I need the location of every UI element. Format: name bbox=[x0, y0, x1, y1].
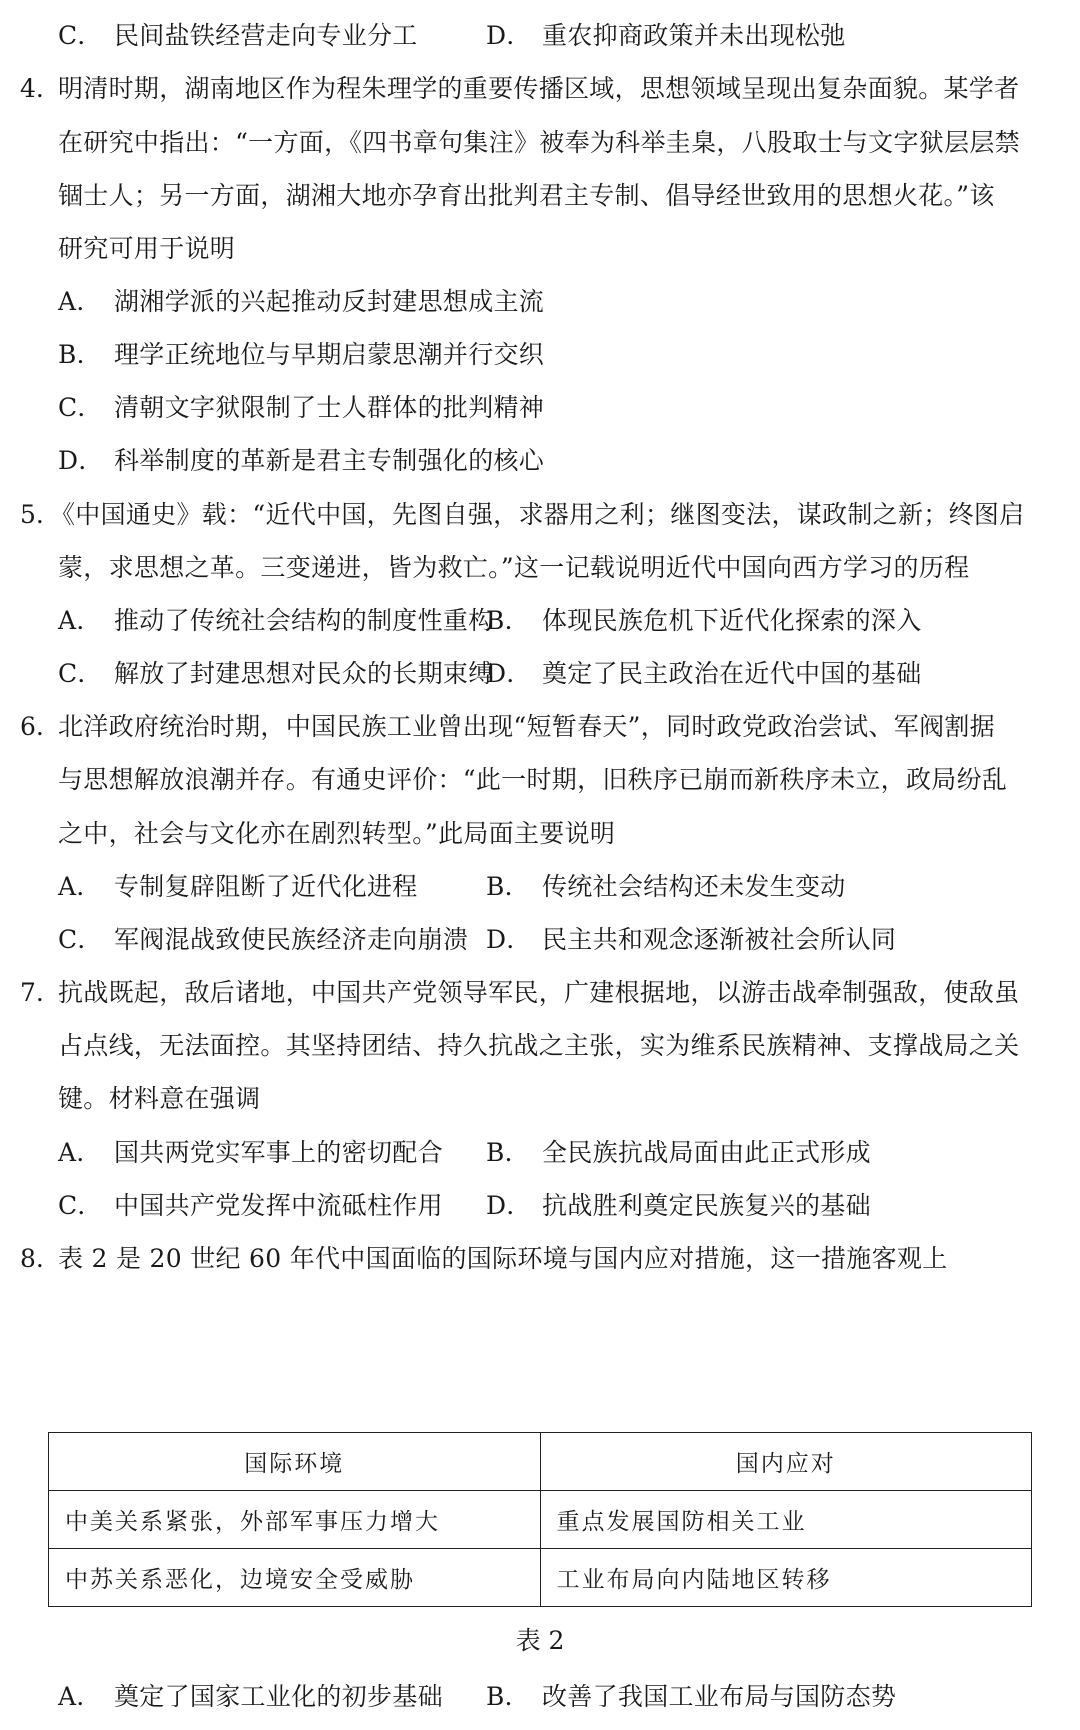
question-stem-line: 锢士人；另一方面，湖湘大地亦孕育出批判君主专制、倡导经世致用的思想火花。”该 bbox=[58, 181, 995, 210]
question-stem-line: 表 2 是 20 世纪 60 年代中国面临的国际环境与国内应对措施，这一措施客观上 bbox=[58, 1244, 948, 1273]
table-header-cell: 国内应对 bbox=[540, 1433, 1032, 1491]
option-text: 传统社会结构还未发生变动 bbox=[542, 872, 846, 901]
question-stem-line: 明清时期，湖南地区作为程朱理学的重要传播区域，思想领域呈现出复杂面貌。某学者 bbox=[58, 74, 1020, 103]
question-stem-line: 之中，社会与文化亦在剧烈转型。”此局面主要说明 bbox=[58, 819, 616, 848]
table-cell: 中苏关系恶化，边境安全受威胁 bbox=[49, 1549, 541, 1607]
option-letter: B． bbox=[486, 1682, 530, 1711]
question-number: 8. bbox=[20, 1244, 44, 1273]
option-letter: D． bbox=[58, 446, 104, 475]
option-letter: B． bbox=[58, 340, 102, 369]
option-letter: B． bbox=[486, 1138, 530, 1167]
table-cell: 工业布局向内陆地区转移 bbox=[540, 1549, 1032, 1607]
option-c bbox=[58, 657, 494, 691]
option-d bbox=[486, 923, 896, 957]
option-text: 国共两党实军事上的密切配合 bbox=[114, 1138, 443, 1167]
option-letter: C． bbox=[58, 393, 103, 422]
question-stem-line: 抗战既起，敌后诸地，中国共产党领导军民，广建根据地，以游击战牵制强敌，使敌虽 bbox=[58, 978, 1020, 1007]
question-number: 5. bbox=[20, 500, 44, 529]
option-c bbox=[58, 923, 468, 957]
option-letter: A． bbox=[58, 872, 102, 901]
option-text: 理学正统地位与早期启蒙思潮并行交织 bbox=[114, 340, 545, 369]
option-letter: C． bbox=[58, 1191, 103, 1220]
question-stem-line: 占点线，无法面控。其坚持团结、持久抗战之主张，实为维系民族精神、支撑战局之关 bbox=[58, 1031, 1020, 1060]
option-b bbox=[486, 1680, 896, 1714]
option-letter: C． bbox=[58, 21, 103, 50]
option-letter: D． bbox=[486, 21, 532, 50]
option-text: 全民族抗战局面由此正式形成 bbox=[542, 1138, 871, 1167]
option-text: 民主共和观念逐渐被社会所认同 bbox=[542, 925, 897, 954]
option-letter: B． bbox=[486, 606, 530, 635]
option-b bbox=[58, 338, 544, 372]
question-stem-line: 键。材料意在强调 bbox=[58, 1084, 261, 1113]
option-letter: D． bbox=[486, 1191, 532, 1220]
question-number: 6. bbox=[20, 712, 44, 741]
option-c bbox=[58, 1189, 443, 1223]
table-caption: 表 2 bbox=[515, 1626, 565, 1655]
option-letter: C． bbox=[58, 659, 103, 688]
option-text: 清朝文字狱限制了士人群体的批判精神 bbox=[114, 393, 545, 422]
question-stem-line: 在研究中指出：“一方面，《四书章句集注》被奉为科举圭臬，八股取士与文字狱层层禁 bbox=[58, 128, 1020, 157]
table-cell: 重点发展国防相关工业 bbox=[540, 1491, 1032, 1549]
option-text: 民间盐铁经营走向专业分工 bbox=[114, 21, 418, 50]
option-text: 科举制度的革新是君主专制强化的核心 bbox=[114, 446, 545, 475]
option-text: 奠定了民主政治在近代中国的基础 bbox=[542, 659, 922, 688]
option-letter: D． bbox=[486, 925, 532, 954]
option-letter: A． bbox=[58, 1682, 102, 1711]
option-a bbox=[58, 1680, 443, 1714]
option-a bbox=[58, 1136, 443, 1170]
option-text: 中国共产党发挥中流砥柱作用 bbox=[114, 1191, 443, 1220]
option-b bbox=[486, 604, 922, 638]
table-row bbox=[49, 1491, 1032, 1549]
option-a bbox=[58, 870, 418, 904]
question-number: 7. bbox=[20, 978, 44, 1007]
option-text: 推动了传统社会结构的制度性重构 bbox=[114, 606, 494, 635]
option-b bbox=[486, 1136, 871, 1170]
option-letter: C． bbox=[58, 925, 103, 954]
table-header-row bbox=[49, 1433, 1032, 1491]
table-header-cell: 国际环境 bbox=[49, 1433, 541, 1491]
option-text: 改善了我国工业布局与国防态势 bbox=[542, 1682, 897, 1711]
option-c bbox=[58, 391, 544, 425]
option-d bbox=[486, 1189, 871, 1223]
option-d bbox=[486, 657, 922, 691]
option-a bbox=[58, 285, 544, 319]
option-d bbox=[58, 444, 544, 478]
option-letter: A． bbox=[58, 1138, 102, 1167]
question-stem-line: 研究可用于说明 bbox=[58, 234, 236, 263]
prev-option-c bbox=[58, 19, 418, 53]
option-letter: A． bbox=[58, 606, 102, 635]
option-text: 奠定了国家工业化的初步基础 bbox=[114, 1682, 443, 1711]
table-row bbox=[49, 1549, 1032, 1607]
option-a bbox=[58, 604, 494, 638]
option-letter: D． bbox=[486, 659, 532, 688]
question-stem-line: 蒙，求思想之革。三变递进，皆为救亡。”这一记载说明近代中国向西方学习的历程 bbox=[58, 553, 970, 582]
table-cell: 中美关系紧张，外部军事压力增大 bbox=[49, 1491, 541, 1549]
question-stem-line: 北洋政府统治时期，中国民族工业曾出现“短暂春天”，同时政党政治尝试、军阀割据 bbox=[58, 712, 995, 741]
option-text: 湖湘学派的兴起推动反封建思想成主流 bbox=[114, 287, 545, 316]
option-letter: B． bbox=[486, 872, 530, 901]
option-b bbox=[486, 870, 846, 904]
prev-option-d bbox=[486, 19, 846, 53]
option-text: 抗战胜利奠定民族复兴的基础 bbox=[542, 1191, 871, 1220]
option-text: 军阀混战致使民族经济走向崩溃 bbox=[114, 925, 469, 954]
table-2 bbox=[48, 1432, 1032, 1607]
option-text: 解放了封建思想对民众的长期束缚 bbox=[114, 659, 494, 688]
option-text: 重农抑商政策并未出现松弛 bbox=[542, 21, 846, 50]
option-text: 体现民族危机下近代化探索的深入 bbox=[542, 606, 922, 635]
option-letter: A． bbox=[58, 287, 102, 316]
question-number: 4. bbox=[20, 74, 44, 103]
option-text: 专制复辟阻断了近代化进程 bbox=[114, 872, 418, 901]
question-stem-line: 与思想解放浪潮并存。有通史评价：“此一时期，旧秩序已崩而新秩序未立，政局纷乱 bbox=[58, 765, 1008, 794]
question-stem-line: 《中国通史》载：“近代中国，先图自强，求器用之利；继图变法，谋政制之新；终图启 bbox=[50, 500, 1025, 529]
